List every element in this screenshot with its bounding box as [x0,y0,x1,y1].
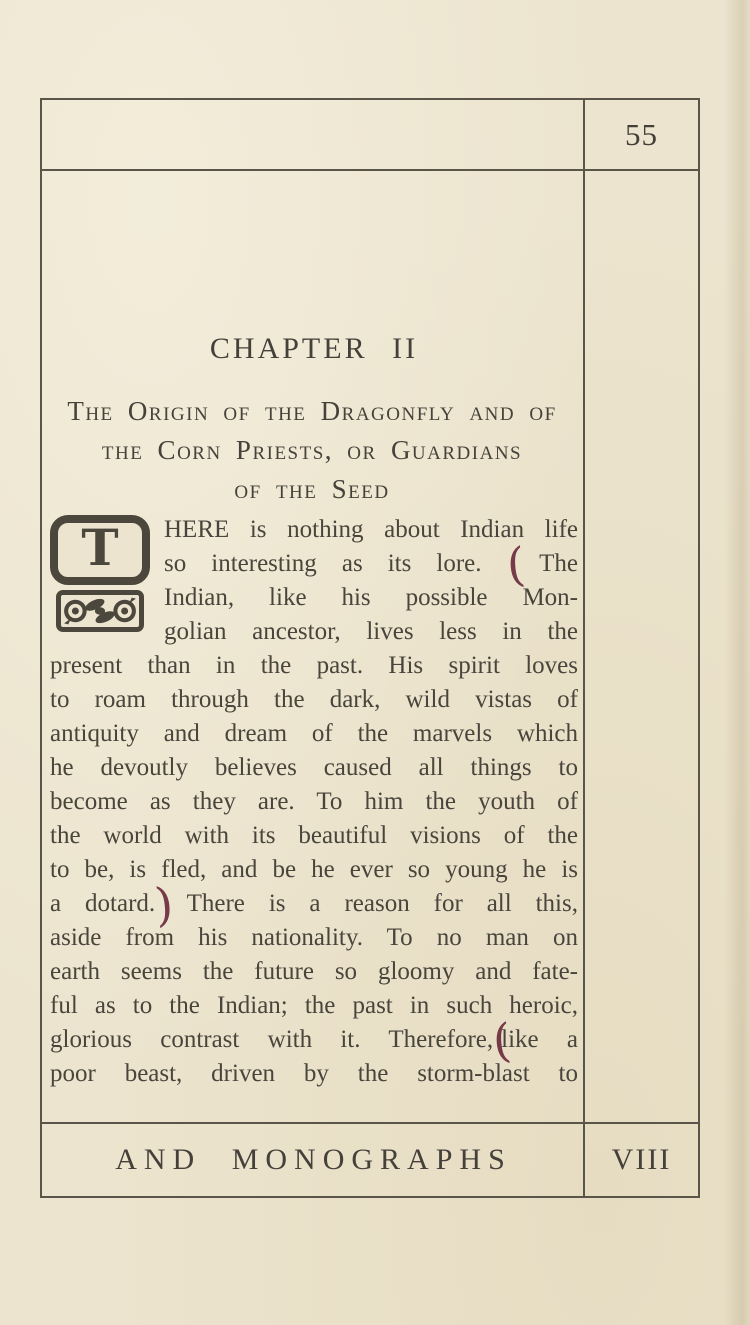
text-segment: the world with its beautiful visions of the [50,822,578,849]
text-segment: to be, is fled, and be he ever so young he is [50,856,578,883]
text-segment: ful as to the Indian; the past in such heroic, [50,992,578,1019]
dropcap-letter: T [81,518,119,577]
handwritten-paren-mark: ( [504,536,527,593]
text-line [50,717,578,751]
page-frame [40,98,700,1198]
text-segment: Indian, like his possible Mon- [164,584,578,611]
text-line [50,683,578,717]
text-segment: so interesting as its lore. [164,550,507,577]
text-line [50,853,578,887]
footer-band [42,1122,698,1196]
text-line [50,876,578,933]
volume-number: VIII [611,1143,672,1176]
text-line [50,649,578,683]
text-segment: The [514,550,578,577]
text-segment: There is a reason for all this, [163,890,578,917]
column-divider-line [583,100,585,1196]
text-line [50,819,578,853]
text-segment: to roam through the dark, wild vistas of [50,686,578,713]
text-segment: become as they are. To him the youth of [50,788,578,815]
dropcap-block [50,515,150,632]
footer-series-title: AND MONOGRAPHS [115,1143,512,1176]
handwritten-paren-mark: ) [152,876,176,933]
text-line [50,1012,578,1069]
text-segment: golian ancestor, lives less in the [164,618,578,645]
text-segment: aside from his nationality. To no man on [50,924,578,951]
subtitle-line: the Corn Priests, or Guardians [101,435,523,465]
dropcap-letter-box [50,515,150,585]
subtitle-line: The Origin of the Dragonfly and of [67,396,557,426]
page-number: 55 [625,116,658,152]
page-edge-shadow [724,0,750,1325]
handwritten-paren-mark: ( [490,1012,514,1069]
text-segment: earth seems the future so gloomy and fate- [50,958,578,985]
subtitle-line: of the Seed [234,474,390,504]
text-segment: antiquity and dream of the marvels which [50,720,578,747]
text-segment: like a [501,1026,578,1053]
chapter-subtitle [46,392,578,509]
text-line [50,751,578,785]
text-segment: HERE is nothing about Indian life [164,516,578,543]
text-line [50,955,578,989]
text-segment: present than in the past. His spirit loves [50,652,578,679]
text-segment: poor beast, driven by the storm-blast to [50,1060,578,1087]
text-line [50,785,578,819]
dropcap-ornament-box [56,590,144,632]
text-segment: glorious contrast with it. Therefore, [50,1026,494,1053]
body-text [50,513,578,1091]
text-line [50,921,578,955]
chapter-heading: CHAPTER II [209,332,419,365]
text-segment: a dotard. [50,890,156,917]
floral-ornament-icon [61,595,139,627]
text-segment: he devoutly believes caused all things to [50,754,578,781]
